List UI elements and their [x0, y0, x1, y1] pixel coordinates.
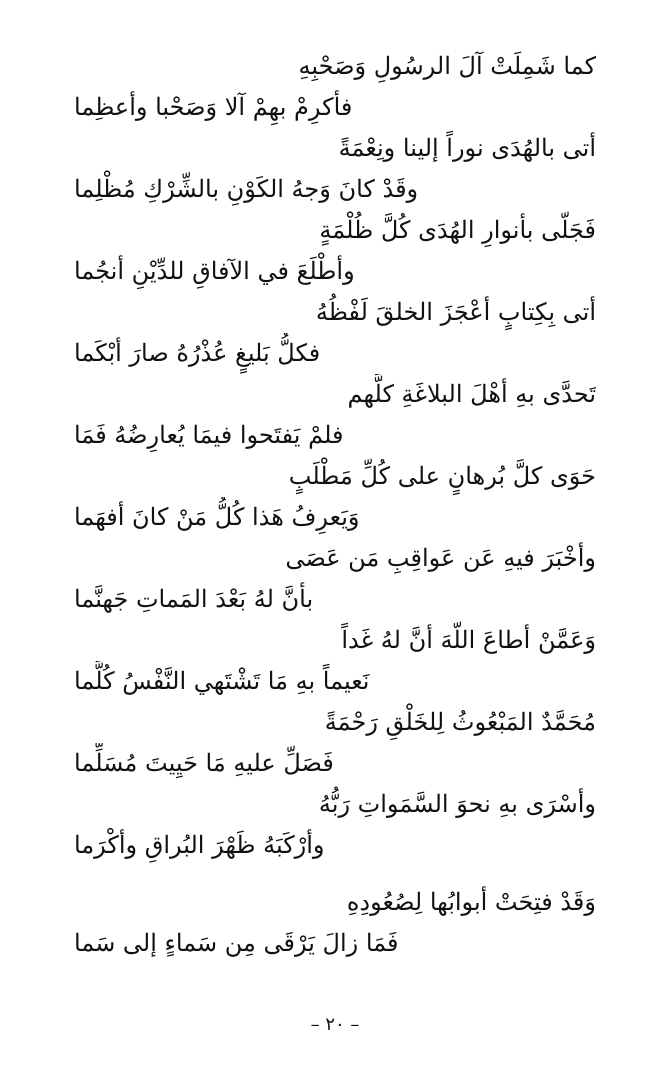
verse-6-first-hemistich: حَوَى كلَّ بُرهانٍ على كُلِّ مَطْلَبٍ: [288, 462, 596, 490]
verse-8-first-hemistich: وَعَمَّنْ أطاعَ اللّهَ أنَّ لهُ غَداً: [341, 626, 596, 654]
verse-5-second-hemistich: فلمْ يَفتَحوا فيمَا يُعارِضُهُ فَمَا: [74, 421, 344, 449]
verse-3-first-hemistich: فَجَلّى بأنوارِ الهُدَى كُلَّ ظُلْمَةٍ: [319, 216, 596, 244]
verse-1-second-hemistich: فأكرِمْ بهِمْ آلا وَصَحْبا وأعظِما: [74, 93, 353, 121]
verse-9-first-hemistich: مُحَمَّدٌ المَبْعُوثُ لِلخَلْقِ رَحْمَةً: [324, 708, 596, 736]
verse-10-second-hemistich: وأرْكَبَهُ ظَهْرَ البُراقِ وأكْرَما: [74, 831, 325, 859]
verse-2-first-hemistich: أتى بالهُدَى نوراً إلينا ونِعْمَةً: [338, 134, 596, 162]
verse-4-first-hemistich: أتى بِكِتابٍ أعْجَزَ الخلقَ لَفْظُهُ: [315, 298, 596, 326]
verse-4-second-hemistich: فكلُّ بَليغٍ عُذْرُهُ صارَ أبْكَما: [74, 339, 321, 367]
verse-5-first-hemistich: تَحدَّى بهِ أهْلَ البلاغَةِ كلَّهم: [347, 380, 596, 408]
poem-body: [74, 46, 596, 964]
verse-3-second-hemistich: وأطْلَعَ في الآفاقِ للدِّيْنِ أنجُما: [74, 257, 355, 285]
verse-11-second-hemistich: فَمَا زالَ يَرْقَى مِن سَماءٍ إلى سَما: [74, 929, 399, 957]
verse-9-second-hemistich: فَصَلِّ عليهِ مَا حَيِيتَ مُسَلِّما: [74, 749, 334, 777]
verse-7-second-hemistich: بأنَّ لهُ بَعْدَ المَماتِ جَهنَّما: [74, 585, 314, 613]
page-number: – ٢٠ –: [310, 1014, 360, 1035]
verse-11-first-hemistich: وَقَدْ فتِحَتْ أبوابُها لِصُعُودِهِ: [346, 888, 596, 916]
verse-10-first-hemistich: وأسْرَى بهِ نحوَ السَّمَواتِ رَبُّهُ: [318, 790, 596, 818]
verse-8-second-hemistich: نَعيماً بهِ مَا تَشْتَهي النَّفْسُ كُلَّما: [74, 667, 370, 695]
verse-7-first-hemistich: وأخْبَرَ فيهِ عَن عَواقِبِ مَن عَصَى: [285, 544, 596, 572]
verse-6-second-hemistich: وَيَعرِفُ هَذا كُلُّ مَنْ كانَ أفهَما: [74, 503, 360, 531]
verse-1-first-hemistich: كما شَمِلَتْ آلَ الرسُولِ وَصَحْبِهِ: [298, 52, 596, 80]
verse-2-second-hemistich: وقَدْ كانَ وَجهُ الكَوْنِ بالشِّرْكِ مُظْلِما: [74, 175, 419, 203]
